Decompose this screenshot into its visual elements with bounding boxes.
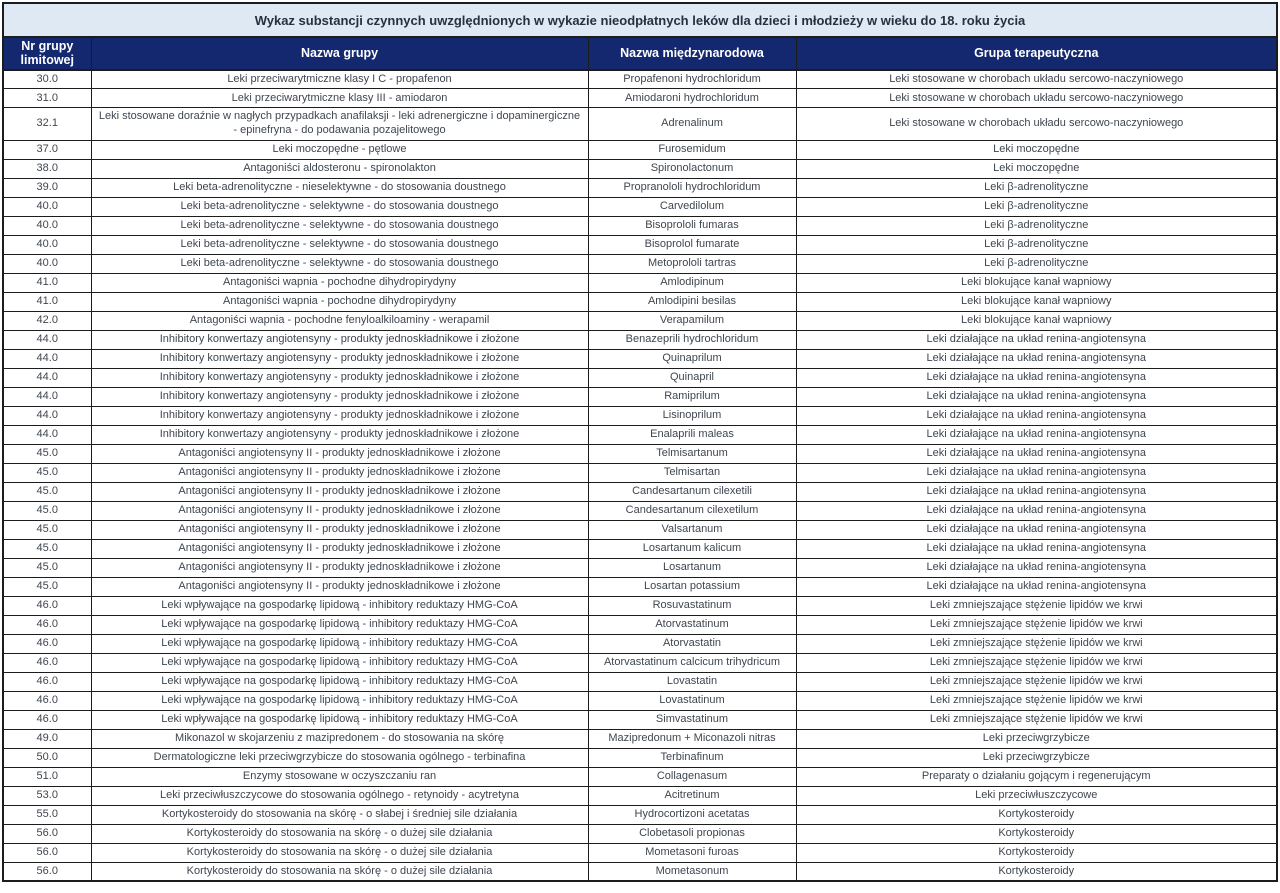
cell-nazwa-miedzynarodowa: Ramiprilum	[588, 387, 796, 406]
cell-nazwa-grupy: Antagoniści angiotensyny II - produkty jednoskładnikowe i złożone	[91, 539, 588, 558]
cell-nr-grupy-limitowej: 44.0	[3, 387, 91, 406]
cell-nazwa-grupy: Dermatologiczne leki przeciwgrzybicze do stosowania ogólnego - terbinafina	[91, 748, 588, 767]
cell-nazwa-grupy: Leki beta-adrenolityczne - selektywne - do stosowania doustnego	[91, 254, 588, 273]
cell-grupa-terapeutyczna: Leki β-adrenolityczne	[796, 178, 1277, 197]
cell-nazwa-miedzynarodowa: Atorvastatin	[588, 634, 796, 653]
cell-nazwa-miedzynarodowa: Valsartanum	[588, 520, 796, 539]
table-row	[3, 330, 1277, 349]
title-row	[3, 3, 1277, 37]
cell-grupa-terapeutyczna: Leki działające na układ renina-angiotensyna	[796, 349, 1277, 368]
cell-nr-grupy-limitowej: 42.0	[3, 311, 91, 330]
cell-nr-grupy-limitowej: 44.0	[3, 368, 91, 387]
cell-nazwa-miedzynarodowa: Losartanum kalicum	[588, 539, 796, 558]
cell-nazwa-grupy: Leki wpływające na gospodarkę lipidową - inhibitory reduktazy HMG-CoA	[91, 615, 588, 634]
cell-grupa-terapeutyczna: Leki działające na układ renina-angiotensyna	[796, 539, 1277, 558]
cell-nazwa-miedzynarodowa: Mometasonum	[588, 862, 796, 881]
cell-nazwa-miedzynarodowa: Verapamilum	[588, 311, 796, 330]
cell-grupa-terapeutyczna: Leki moczopędne	[796, 140, 1277, 159]
cell-nr-grupy-limitowej: 31.0	[3, 89, 91, 108]
cell-nazwa-grupy: Enzymy stosowane w oczyszczaniu ran	[91, 767, 588, 786]
cell-nr-grupy-limitowej: 44.0	[3, 330, 91, 349]
table-row	[3, 70, 1277, 89]
cell-grupa-terapeutyczna: Leki działające na układ renina-angiotensyna	[796, 558, 1277, 577]
table-row	[3, 501, 1277, 520]
cell-nr-grupy-limitowej: 40.0	[3, 254, 91, 273]
cell-nazwa-grupy: Leki wpływające na gospodarkę lipidową - inhibitory reduktazy HMG-CoA	[91, 710, 588, 729]
table-row	[3, 786, 1277, 805]
cell-grupa-terapeutyczna: Kortykosteroidy	[796, 805, 1277, 824]
cell-nr-grupy-limitowej: 50.0	[3, 748, 91, 767]
cell-nazwa-grupy: Leki moczopędne - pętlowe	[91, 140, 588, 159]
cell-nazwa-miedzynarodowa: Simvastatinum	[588, 710, 796, 729]
cell-nazwa-grupy: Kortykosteroidy do stosowania na skórę - o dużej sile działania	[91, 824, 588, 843]
substances-table	[2, 2, 1278, 882]
cell-nazwa-miedzynarodowa: Candesartanum cilexetili	[588, 482, 796, 501]
cell-nr-grupy-limitowej: 45.0	[3, 482, 91, 501]
cell-grupa-terapeutyczna: Leki zmniejszające stężenie lipidów we krwi	[796, 691, 1277, 710]
cell-nazwa-grupy: Inhibitory konwertazy angiotensyny - produkty jednoskładnikowe i złożone	[91, 387, 588, 406]
table-row	[3, 843, 1277, 862]
cell-nr-grupy-limitowej: 32.1	[3, 108, 91, 140]
cell-grupa-terapeutyczna: Leki β-adrenolityczne	[796, 197, 1277, 216]
cell-grupa-terapeutyczna: Leki zmniejszające stężenie lipidów we krwi	[796, 710, 1277, 729]
cell-nr-grupy-limitowej: 44.0	[3, 349, 91, 368]
table-row	[3, 292, 1277, 311]
cell-grupa-terapeutyczna: Leki β-adrenolityczne	[796, 216, 1277, 235]
cell-nazwa-grupy: Antagoniści angiotensyny II - produkty jednoskładnikowe i złożone	[91, 444, 588, 463]
cell-nr-grupy-limitowej: 46.0	[3, 710, 91, 729]
cell-nazwa-miedzynarodowa: Furosemidum	[588, 140, 796, 159]
table-row	[3, 349, 1277, 368]
cell-nr-grupy-limitowej: 44.0	[3, 425, 91, 444]
cell-nazwa-miedzynarodowa: Amlodipinum	[588, 273, 796, 292]
cell-nazwa-grupy: Leki beta-adrenolityczne - selektywne - do stosowania doustnego	[91, 216, 588, 235]
table-row	[3, 596, 1277, 615]
cell-grupa-terapeutyczna: Leki stosowane w chorobach układu sercowo-naczyniowego	[796, 89, 1277, 108]
cell-nazwa-miedzynarodowa: Quinapril	[588, 368, 796, 387]
cell-nr-grupy-limitowej: 45.0	[3, 577, 91, 596]
cell-nr-grupy-limitowej: 56.0	[3, 843, 91, 862]
cell-grupa-terapeutyczna: Leki blokujące kanał wapniowy	[796, 292, 1277, 311]
cell-grupa-terapeutyczna: Leki działające na układ renina-angiotensyna	[796, 330, 1277, 349]
table-row	[3, 767, 1277, 786]
cell-nazwa-miedzynarodowa: Atorvastatinum calcicum trihydricum	[588, 653, 796, 672]
cell-nr-grupy-limitowej: 56.0	[3, 824, 91, 843]
cell-nr-grupy-limitowej: 40.0	[3, 216, 91, 235]
cell-nazwa-grupy: Leki wpływające na gospodarkę lipidową - inhibitory reduktazy HMG-CoA	[91, 596, 588, 615]
table-row	[3, 729, 1277, 748]
cell-grupa-terapeutyczna: Leki działające na układ renina-angiotensyna	[796, 520, 1277, 539]
cell-nr-grupy-limitowej: 55.0	[3, 805, 91, 824]
cell-nr-grupy-limitowej: 45.0	[3, 558, 91, 577]
table-row	[3, 235, 1277, 254]
table-row	[3, 862, 1277, 881]
cell-nazwa-grupy: Leki wpływające na gospodarkę lipidową - inhibitory reduktazy HMG-CoA	[91, 691, 588, 710]
cell-nazwa-grupy: Inhibitory konwertazy angiotensyny - produkty jednoskładnikowe i złożone	[91, 425, 588, 444]
cell-nazwa-miedzynarodowa: Telmisartanum	[588, 444, 796, 463]
cell-nazwa-grupy: Antagoniści angiotensyny II - produkty jednoskładnikowe i złożone	[91, 520, 588, 539]
table-row	[3, 653, 1277, 672]
cell-nazwa-miedzynarodowa: Telmisartan	[588, 463, 796, 482]
cell-nazwa-miedzynarodowa: Lovastatin	[588, 672, 796, 691]
cell-grupa-terapeutyczna: Leki blokujące kanał wapniowy	[796, 273, 1277, 292]
cell-nr-grupy-limitowej: 46.0	[3, 653, 91, 672]
cell-grupa-terapeutyczna: Preparaty o działaniu gojącym i regenerującym	[796, 767, 1277, 786]
cell-nazwa-grupy: Kortykosteroidy do stosowania na skórę - o słabej i średniej sile działania	[91, 805, 588, 824]
table-row	[3, 748, 1277, 767]
cell-nr-grupy-limitowej: 40.0	[3, 197, 91, 216]
cell-nazwa-miedzynarodowa: Mometasoni furoas	[588, 843, 796, 862]
cell-grupa-terapeutyczna: Leki zmniejszające stężenie lipidów we krwi	[796, 596, 1277, 615]
cell-nazwa-grupy: Leki beta-adrenolityczne - selektywne - do stosowania doustnego	[91, 197, 588, 216]
table-row	[3, 216, 1277, 235]
cell-grupa-terapeutyczna: Leki β-adrenolityczne	[796, 254, 1277, 273]
cell-grupa-terapeutyczna: Leki działające na układ renina-angiotensyna	[796, 577, 1277, 596]
cell-grupa-terapeutyczna: Leki działające na układ renina-angiotensyna	[796, 368, 1277, 387]
table-row	[3, 482, 1277, 501]
cell-nr-grupy-limitowej: 45.0	[3, 520, 91, 539]
cell-nr-grupy-limitowej: 37.0	[3, 140, 91, 159]
cell-grupa-terapeutyczna: Leki zmniejszające stężenie lipidów we krwi	[796, 634, 1277, 653]
cell-grupa-terapeutyczna: Leki moczopędne	[796, 159, 1277, 178]
cell-nr-grupy-limitowej: 45.0	[3, 501, 91, 520]
table-row	[3, 691, 1277, 710]
table-row	[3, 444, 1277, 463]
cell-nazwa-grupy: Antagoniści wapnia - pochodne dihydropirydyny	[91, 292, 588, 311]
cell-nr-grupy-limitowej: 46.0	[3, 615, 91, 634]
cell-nazwa-grupy: Antagoniści angiotensyny II - produkty jednoskładnikowe i złożone	[91, 482, 588, 501]
cell-grupa-terapeutyczna: Leki przeciwgrzybicze	[796, 748, 1277, 767]
table-row	[3, 805, 1277, 824]
cell-grupa-terapeutyczna: Leki działające na układ renina-angiotensyna	[796, 463, 1277, 482]
cell-nr-grupy-limitowej: 44.0	[3, 406, 91, 425]
cell-nr-grupy-limitowej: 39.0	[3, 178, 91, 197]
cell-nr-grupy-limitowej: 45.0	[3, 463, 91, 482]
cell-nr-grupy-limitowej: 41.0	[3, 292, 91, 311]
table-body	[3, 70, 1277, 882]
cell-grupa-terapeutyczna: Kortykosteroidy	[796, 824, 1277, 843]
cell-nazwa-miedzynarodowa: Bisoprolol fumarate	[588, 235, 796, 254]
cell-nazwa-grupy: Antagoniści angiotensyny II - produkty jednoskładnikowe i złożone	[91, 501, 588, 520]
cell-nazwa-grupy: Leki przeciwarytmiczne klasy I C - propafenon	[91, 70, 588, 89]
cell-nazwa-grupy: Leki przeciwarytmiczne klasy III - amiodaron	[91, 89, 588, 108]
cell-nr-grupy-limitowej: 38.0	[3, 159, 91, 178]
table-row	[3, 520, 1277, 539]
table-row	[3, 108, 1277, 140]
cell-grupa-terapeutyczna: Leki działające na układ renina-angiotensyna	[796, 482, 1277, 501]
cell-nazwa-miedzynarodowa: Bisoprololi fumaras	[588, 216, 796, 235]
cell-nazwa-miedzynarodowa: Spironolactonum	[588, 159, 796, 178]
cell-grupa-terapeutyczna: Leki stosowane w chorobach układu sercowo-naczyniowego	[796, 108, 1277, 140]
cell-nazwa-grupy: Mikonazol w skojarzeniu z mazipredonem - do stosowania na skórę	[91, 729, 588, 748]
cell-grupa-terapeutyczna: Kortykosteroidy	[796, 862, 1277, 881]
page-title: Wykaz substancji czynnych uwzględnionych w wykazie nieodpłatnych leków dla dzieci i młodzieży w wieku do 18. roku życia	[3, 3, 1277, 37]
table-row	[3, 672, 1277, 691]
cell-grupa-terapeutyczna: Leki działające na układ renina-angiotensyna	[796, 406, 1277, 425]
cell-nazwa-miedzynarodowa: Atorvastatinum	[588, 615, 796, 634]
cell-nazwa-grupy: Inhibitory konwertazy angiotensyny - produkty jednoskładnikowe i złożone	[91, 406, 588, 425]
cell-nazwa-grupy: Leki wpływające na gospodarkę lipidową - inhibitory reduktazy HMG-CoA	[91, 634, 588, 653]
cell-nazwa-miedzynarodowa: Amlodipini besilas	[588, 292, 796, 311]
cell-grupa-terapeutyczna: Leki działające na układ renina-angiotensyna	[796, 425, 1277, 444]
cell-nazwa-miedzynarodowa: Propranololi hydrochloridum	[588, 178, 796, 197]
table-row	[3, 539, 1277, 558]
cell-nr-grupy-limitowej: 45.0	[3, 444, 91, 463]
table-row	[3, 406, 1277, 425]
cell-nazwa-miedzynarodowa: Enalaprili maleas	[588, 425, 796, 444]
cell-nazwa-miedzynarodowa: Lisinoprilum	[588, 406, 796, 425]
cell-grupa-terapeutyczna: Leki przeciwgrzybicze	[796, 729, 1277, 748]
cell-nazwa-miedzynarodowa: Metoprololi tartras	[588, 254, 796, 273]
column-header-grupa-terapeutyczna: Grupa terapeutyczna	[796, 37, 1277, 70]
cell-nazwa-grupy: Leki beta-adrenolityczne - nieselektywne - do stosowania doustnego	[91, 178, 588, 197]
cell-nazwa-grupy: Antagoniści wapnia - pochodne dihydropirydyny	[91, 273, 588, 292]
cell-nr-grupy-limitowej: 41.0	[3, 273, 91, 292]
cell-nr-grupy-limitowej: 46.0	[3, 691, 91, 710]
cell-nr-grupy-limitowej: 45.0	[3, 539, 91, 558]
cell-grupa-terapeutyczna: Leki zmniejszające stężenie lipidów we krwi	[796, 653, 1277, 672]
cell-nr-grupy-limitowej: 46.0	[3, 634, 91, 653]
table-row	[3, 273, 1277, 292]
table-row	[3, 425, 1277, 444]
cell-grupa-terapeutyczna: Kortykosteroidy	[796, 843, 1277, 862]
cell-nazwa-miedzynarodowa: Terbinafinum	[588, 748, 796, 767]
cell-nazwa-grupy: Leki przeciwłuszczycowe do stosowania ogólnego - retynoidy - acytretyna	[91, 786, 588, 805]
table-row	[3, 254, 1277, 273]
cell-grupa-terapeutyczna: Leki działające na układ renina-angiotensyna	[796, 387, 1277, 406]
cell-nazwa-grupy: Inhibitory konwertazy angiotensyny - produkty jednoskładnikowe i złożone	[91, 368, 588, 387]
cell-nr-grupy-limitowej: 49.0	[3, 729, 91, 748]
cell-nr-grupy-limitowej: 51.0	[3, 767, 91, 786]
cell-nazwa-grupy: Inhibitory konwertazy angiotensyny - produkty jednoskładnikowe i złożone	[91, 330, 588, 349]
table-row	[3, 634, 1277, 653]
table-row	[3, 140, 1277, 159]
table-row	[3, 387, 1277, 406]
cell-nazwa-miedzynarodowa: Quinaprilum	[588, 349, 796, 368]
cell-nazwa-grupy: Inhibitory konwertazy angiotensyny - produkty jednoskładnikowe i złożone	[91, 349, 588, 368]
cell-nazwa-grupy: Antagoniści aldosteronu - spironolakton	[91, 159, 588, 178]
cell-nr-grupy-limitowej: 53.0	[3, 786, 91, 805]
table-row	[3, 577, 1277, 596]
cell-nazwa-miedzynarodowa: Candesartanum cilexetilum	[588, 501, 796, 520]
table-row	[3, 368, 1277, 387]
cell-nazwa-miedzynarodowa: Clobetasoli propionas	[588, 824, 796, 843]
cell-nr-grupy-limitowej: 30.0	[3, 70, 91, 89]
cell-nazwa-grupy: Antagoniści wapnia - pochodne fenyloalkiloaminy - werapamil	[91, 311, 588, 330]
table-row	[3, 159, 1277, 178]
table-row	[3, 197, 1277, 216]
column-header-nr-grupy-limitowej: Nr grupy limitowej	[3, 37, 91, 70]
table-row	[3, 178, 1277, 197]
cell-nazwa-grupy: Kortykosteroidy do stosowania na skórę - o dużej sile działania	[91, 843, 588, 862]
cell-nazwa-miedzynarodowa: Hydrocortizoni acetatas	[588, 805, 796, 824]
cell-nazwa-miedzynarodowa: Rosuvastatinum	[588, 596, 796, 615]
cell-nazwa-grupy: Antagoniści angiotensyny II - produkty jednoskładnikowe i złożone	[91, 577, 588, 596]
column-header-nazwa-grupy: Nazwa grupy	[91, 37, 588, 70]
cell-nazwa-miedzynarodowa: Amiodaroni hydrochloridum	[588, 89, 796, 108]
cell-nazwa-miedzynarodowa: Propafenoni hydrochloridum	[588, 70, 796, 89]
table-row	[3, 710, 1277, 729]
table-row	[3, 311, 1277, 330]
cell-nazwa-miedzynarodowa: Losartanum	[588, 558, 796, 577]
cell-nr-grupy-limitowej: 46.0	[3, 672, 91, 691]
table-row	[3, 558, 1277, 577]
cell-nazwa-miedzynarodowa: Benazeprili hydrochloridum	[588, 330, 796, 349]
table-row	[3, 615, 1277, 634]
cell-nr-grupy-limitowej: 46.0	[3, 596, 91, 615]
cell-grupa-terapeutyczna: Leki blokujące kanał wapniowy	[796, 311, 1277, 330]
cell-grupa-terapeutyczna: Leki zmniejszające stężenie lipidów we krwi	[796, 615, 1277, 634]
cell-nazwa-miedzynarodowa: Mazipredonum + Miconazoli nitras	[588, 729, 796, 748]
cell-nazwa-grupy: Leki wpływające na gospodarkę lipidową - inhibitory reduktazy HMG-CoA	[91, 672, 588, 691]
cell-nazwa-grupy: Leki beta-adrenolityczne - selektywne - do stosowania doustnego	[91, 235, 588, 254]
cell-nazwa-miedzynarodowa: Adrenalinum	[588, 108, 796, 140]
cell-nazwa-grupy: Leki wpływające na gospodarkę lipidową - inhibitory reduktazy HMG-CoA	[91, 653, 588, 672]
cell-nazwa-miedzynarodowa: Collagenasum	[588, 767, 796, 786]
cell-nazwa-grupy: Antagoniści angiotensyny II - produkty jednoskładnikowe i złożone	[91, 463, 588, 482]
cell-grupa-terapeutyczna: Leki działające na układ renina-angiotensyna	[796, 501, 1277, 520]
cell-nazwa-miedzynarodowa: Acitretinum	[588, 786, 796, 805]
cell-nazwa-grupy: Antagoniści angiotensyny II - produkty jednoskładnikowe i złożone	[91, 558, 588, 577]
column-header-nazwa-miedzynarodowa: Nazwa międzynarodowa	[588, 37, 796, 70]
cell-nr-grupy-limitowej: 56.0	[3, 862, 91, 881]
table-row	[3, 89, 1277, 108]
table-row	[3, 463, 1277, 482]
cell-nazwa-miedzynarodowa: Losartan potassium	[588, 577, 796, 596]
cell-grupa-terapeutyczna: Leki działające na układ renina-angiotensyna	[796, 444, 1277, 463]
cell-grupa-terapeutyczna: Leki zmniejszające stężenie lipidów we krwi	[796, 672, 1277, 691]
cell-nazwa-grupy: Leki stosowane doraźnie w nagłych przypadkach anafilaksji - leki adrenergiczne i dopaminergiczne - epinefryna - do podawania pozajelitowego	[91, 108, 588, 140]
cell-nr-grupy-limitowej: 40.0	[3, 235, 91, 254]
cell-nazwa-miedzynarodowa: Carvedilolum	[588, 197, 796, 216]
cell-grupa-terapeutyczna: Leki stosowane w chorobach układu sercowo-naczyniowego	[796, 70, 1277, 89]
header-row	[3, 37, 1277, 70]
table-row	[3, 824, 1277, 843]
cell-grupa-terapeutyczna: Leki β-adrenolityczne	[796, 235, 1277, 254]
cell-nazwa-grupy: Kortykosteroidy do stosowania na skórę - o dużej sile działania	[91, 862, 588, 881]
table-head	[3, 3, 1277, 70]
cell-nazwa-miedzynarodowa: Lovastatinum	[588, 691, 796, 710]
cell-grupa-terapeutyczna: Leki przeciwłuszczycowe	[796, 786, 1277, 805]
